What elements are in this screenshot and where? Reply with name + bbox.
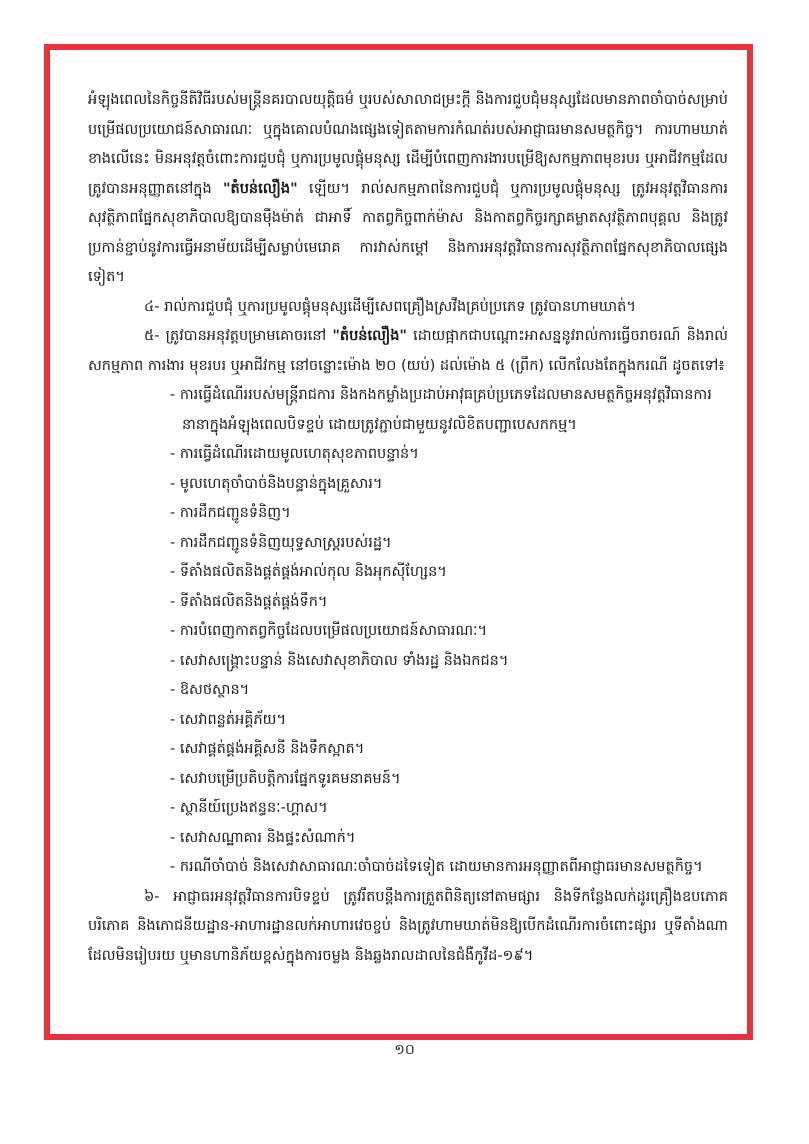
paragraph-4-alcohol-ban: ៤- រាល់ការជួបជុំ ឬការប្រមូលផ្តុំមនុស្សដើម្បីសេពគ្រឿងស្រវឹងគ្រប់ប្រភេទ ត្រូវបានហាមឃាត់។: [144, 298, 636, 315]
list-item: - សេវាផ្គត់ផ្គង់អគ្គិសនី និងទឹកស្អាត។: [170, 741, 365, 757]
list-item: - សេវាបម្រើប្រតិបត្តិការផ្នែកទូរគមនាគមន៍។: [170, 770, 401, 787]
list-item: - មូលហេតុចាំបាច់និងបន្ទាន់ក្នុងគ្រួសារ។: [170, 475, 383, 492]
paragraph-restrictions-tail: ឡើយ។ រាល់សកម្មភាពនៃការជួបជុំ ឬការប្រមូលផ្តុំមនុស្ស ត្រូវអនុវត្តវិធានការសុវត្ថិភាពផ្នែកសុខាភិបាលឱ្យបានម៉ឺងម៉ាត់ ជាអាទិ៍ កាតព្វកិច្ចពាក់ម៉ាស និងកាតព្វកិច្ចរក្សាគម្លាតសុវត្ថិភាពបុគ្គល និងត្រូវប្រកាន់ខ្ជាប់នូវការធ្វើអនាម័យដើម្បីសម្លាប់មេរោគ ការវាស់កម្តៅ និងការអនុវត្តវិធានការសុវត្ថិភាពផ្នែកសុខាភិបាលផ្សេងទៀត។: [88, 180, 729, 285]
list-item: - ការបំពេញកាតព្វកិច្ចដែលបម្រើផលប្រយោជន៍សាធារណៈ។: [170, 623, 488, 639]
list-item: - សេវាពន្លត់អគ្គិភ័យ។: [170, 711, 287, 728]
yellow-zone-term: "តំបន់លឿង": [222, 180, 298, 197]
list-item: - ស្ថានីយ៍ប្រេងឥន្ធនៈ-ហ្គាស។: [170, 800, 328, 816]
curfew-exceptions-list: [88, 381, 728, 883]
page-number: ១០: [394, 1042, 415, 1058]
list-item: - ការធ្វើដំណើររបស់មន្ត្រីរាជការ និងកងកម្លាំងប្រដាប់អាវុធគ្រប់ប្រភេទដែលមានសមត្ថកិច្ចអនុវត្តវិធានការនានាក្នុងអំឡុងពេលបិទខ្ទប់ ដោយត្រូវភ្ជាប់ជាមួយនូវលិខិតបញ្ជាបេសកកម្ម។: [170, 387, 712, 433]
paragraph-5-tail: ដោយផ្អាកជាបណ្តោះអាសន្ននូវរាល់ការធ្វើចរាចរណ៍ និងរាល់សកម្មភាព ការងារ មុខរបរ ឬអាជីវកម្ម នៅចន្លោះម៉ោង ២០ (យប់) ដល់ម៉ោង ៥ (ព្រឹក) លើកលែងតែក្នុងករណី ដូចតទៅ៖: [88, 328, 728, 374]
paragraph-restrictions-text: អំឡុងពេលនៃកិច្ចនីតិវិធីរបស់មន្ត្រីនគរបាលយុត្តិធម៌ ឬរបស់សាលាជម្រះក្តី និងការជួបជុំមនុស្សដែលមានភាពចាំបាច់សម្រាប់បម្រើផលប្រយោជន៍សាធារណៈ ឬក្នុងគោលបំណងផ្សេងទៀតតាមការកំណត់របស់អាជ្ញាធរមានសមត្ថកិច្ច។ ការហាមឃាត់ខាងលើនេះ មិនអនុវត្តចំពោះការជួបជុំ ឬការប្រមូលផ្តុំមនុស្ស ដើម្បីបំពេញការងារបម្រើឱ្យសកម្មភាពមុខរបរ ឬអាជីវកម្មដែលត្រូវបានអនុញ្ញាតនៅក្នុង: [88, 92, 728, 197]
yellow-zone-term-curfew: "តំបន់លឿង": [332, 328, 407, 344]
list-item: - ការធ្វើដំណើរដោយមូលហេតុសុខភាពបន្ទាន់។: [170, 446, 419, 462]
list-item: - ករណីចាំបាច់ និងសេវាសាធារណៈចាំបាច់ដទៃទៀត ដោយមានការអនុញ្ញាតពីអាជ្ញាធរមានសមត្ថកិច្ច។: [170, 859, 703, 875]
paragraph-restrictions: [88, 86, 728, 293]
list-item: - ឱសថស្ថាន។: [170, 682, 250, 698]
list-item: - ការដឹកជញ្ជូនទំនិញ។: [170, 505, 291, 521]
paragraph-6-market-controls: ៦- អាជ្ញាធរអនុវត្តវិធានការបិទខ្ទប់ ត្រូវរឹតបន្តឹងការត្រួតពិនិត្យនៅតាមផ្សារ និងទីកន្លែងលក់ដូរគ្រឿងឧបភោគបរិភោគ និងភោជនីយដ្ឋាន-អាហារដ្ឋានលក់អាហារវេចខ្ចប់ និងត្រូវហាមឃាត់មិនឱ្យបើកដំណើរការចំពោះផ្សារ ឬទីតាំងណាដែលមិនរៀបរយ ឬមានហានិភ័យខ្ពស់ក្នុងការចម្លង និងឆ្លងរាលដាលនៃជំងឺកូវីដ-១៩។: [88, 888, 728, 964]
document-body: [88, 86, 728, 971]
paragraph-5-curfew: [88, 322, 728, 381]
list-item: - ទីតាំងផលិតនិងផ្គត់ផ្គង់ទឹក។: [170, 593, 328, 610]
list-item: - ការដឹកជញ្ជូនទំនិញយុទ្ធសាស្ត្ររបស់រដ្ឋ។: [170, 534, 392, 551]
list-item: - ទីតាំងផលិតនិងផ្គត់ផ្គង់អាល់កុល និងអុកស៊ីហ្សែន។: [170, 564, 447, 580]
list-item: - សេវាសង្គ្រោះបន្ទាន់ និងសេវាសុខាភិបាល ទាំងរដ្ឋ និងឯកជន។: [170, 652, 509, 669]
list-item: - សេវាសណ្ឋាគារ និងផ្ទះសំណាក់។: [170, 829, 356, 846]
paragraph-5-head: ៥- ត្រូវបានអនុវត្តបម្រាមគោចរនៅ: [144, 328, 333, 344]
